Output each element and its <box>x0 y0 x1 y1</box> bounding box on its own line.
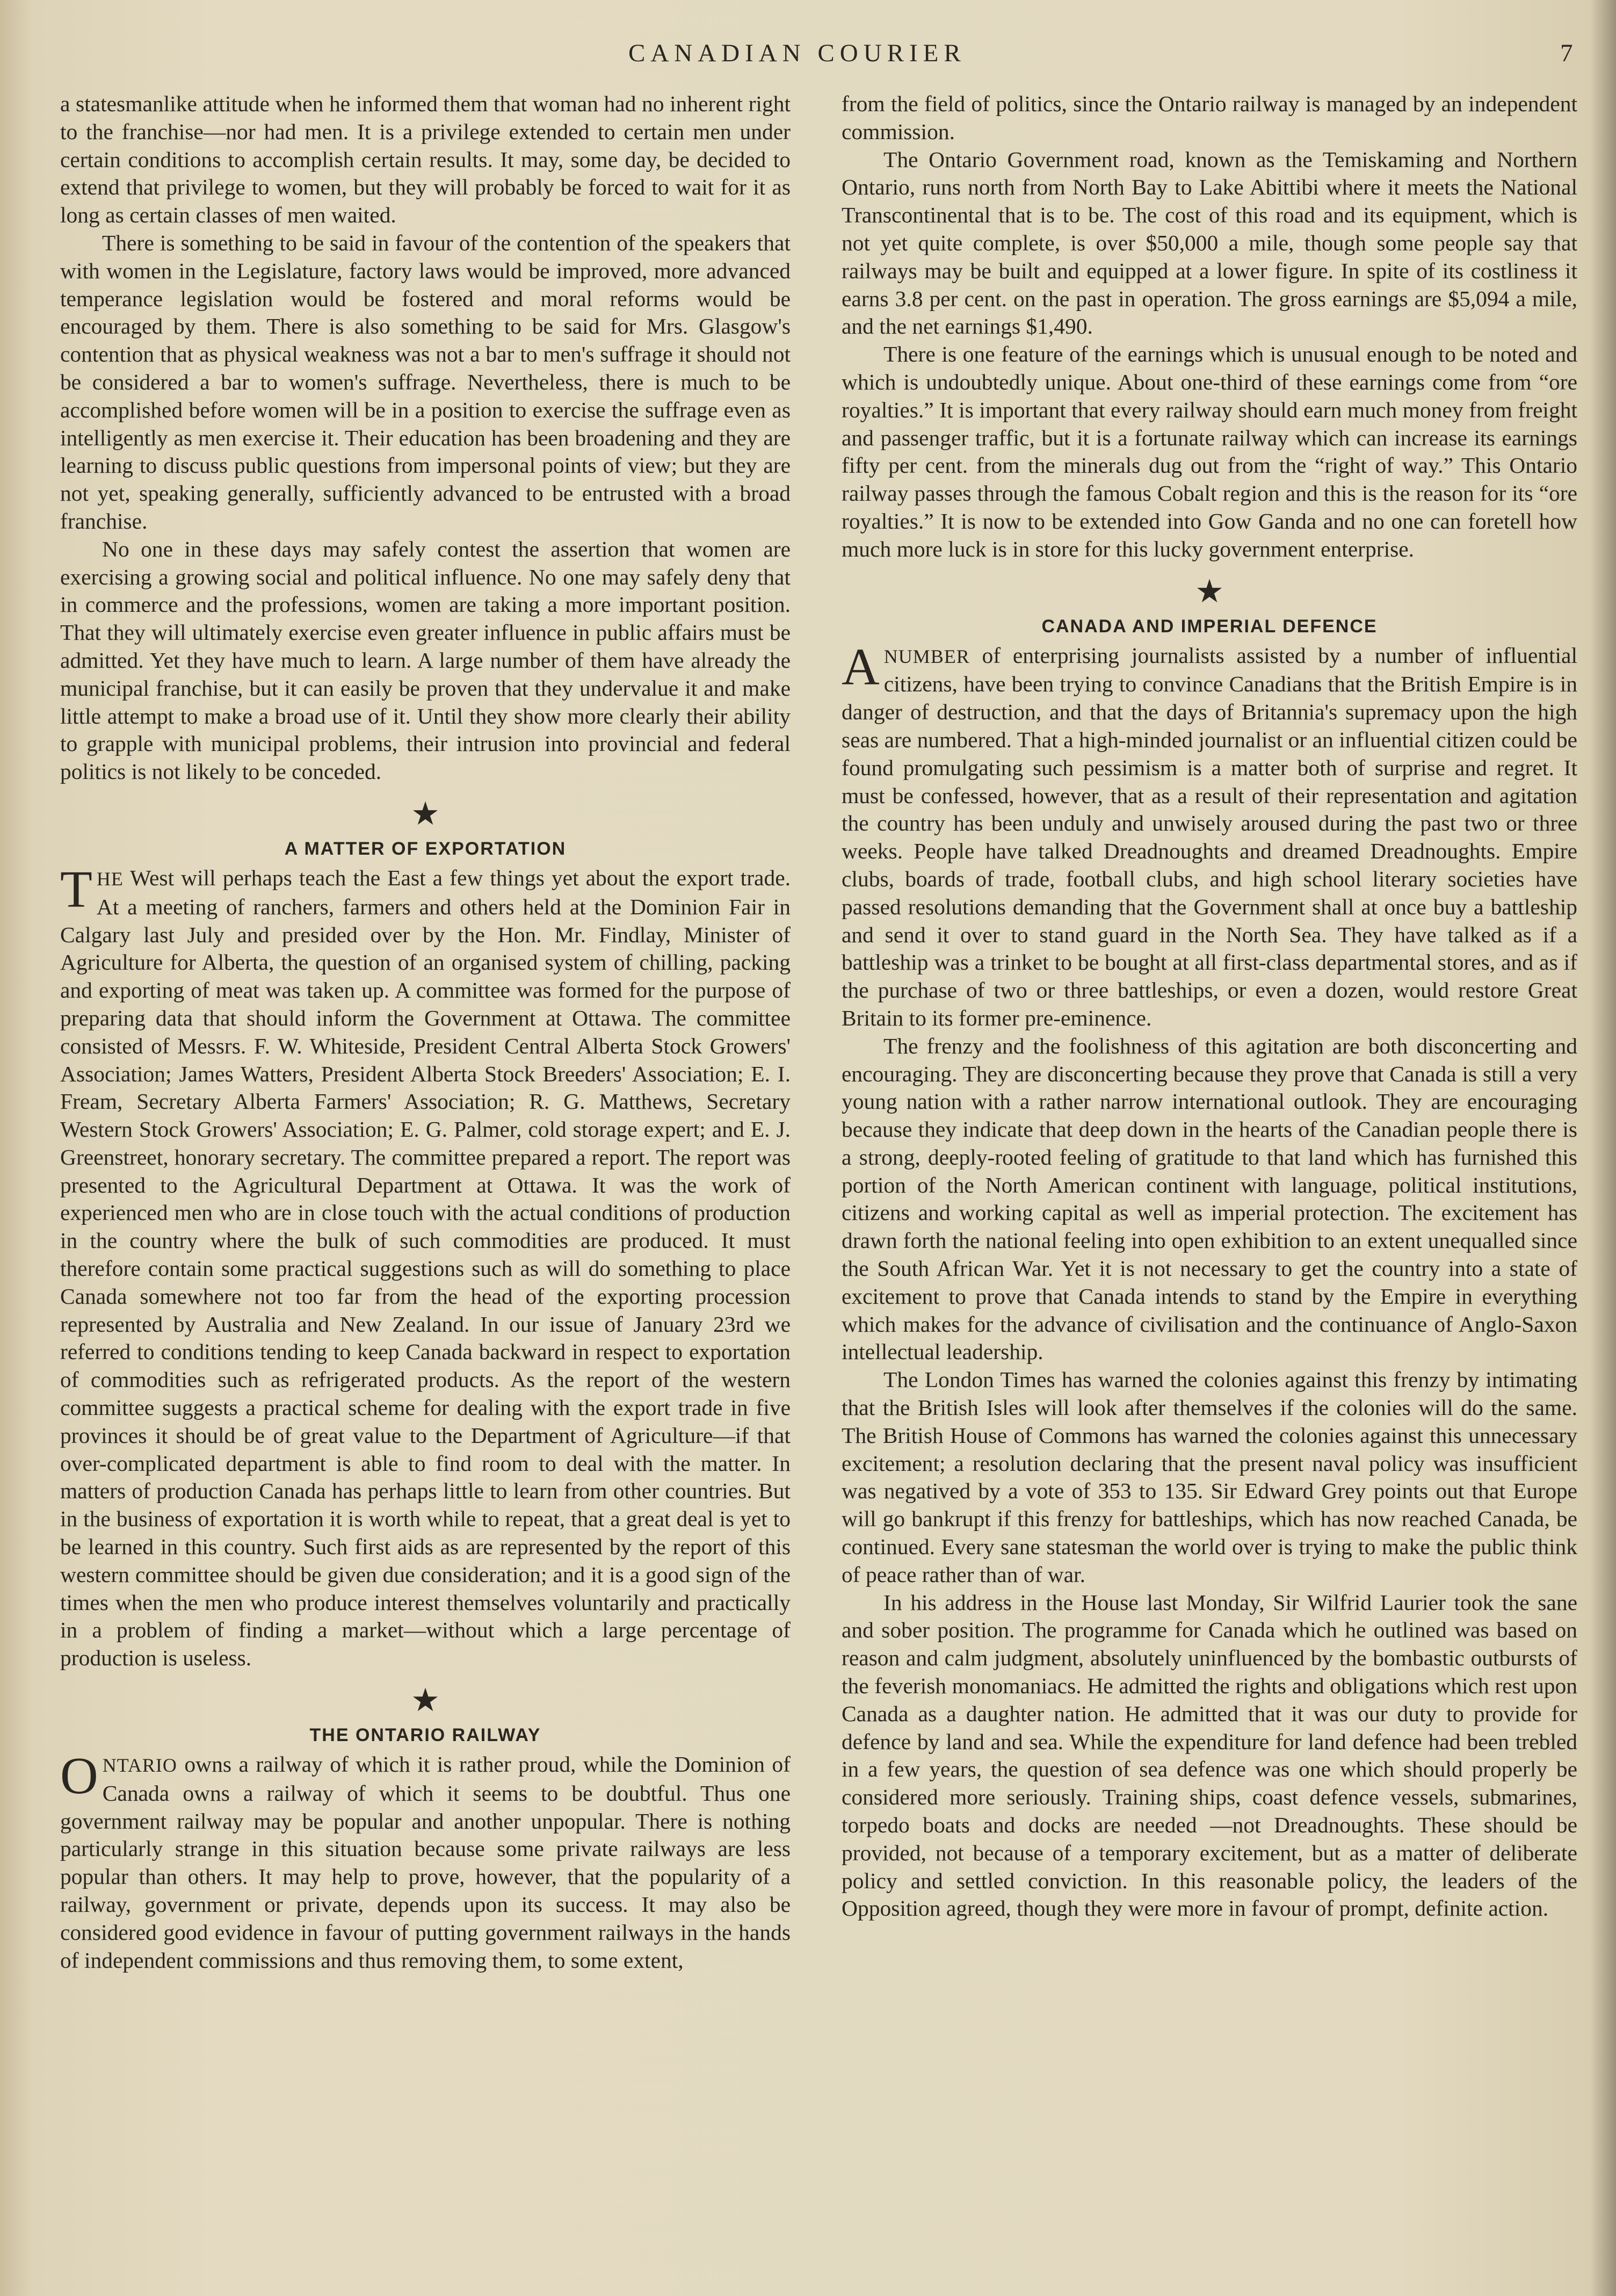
paragraph: of enterprising journalists assisted by a number of influential citizens, have been trying to convince Canadians that the British Empire is in danger of destruction, and that the days of Britannia's supremacy upon the high seas are numbered. That a high-minded journalist or an influential citizen could be found promulgating such pessimism is a matter both of surprise and regret. It must be confessed, however, that as a result of their representation and agitation the country has been unduly and unwisely aroused during the past two or three weeks. People have talked Dreadnoughts and dreamed Dreadnoughts. Empire clubs, boards of trade, football clubs, and high school literary societies have passed resolutions demanding that the Government shall at once buy a battleship and send it over to stand guard in the North Sea. They have talked as if a battleship was a trinket to be bought at all first-class departmental stores, and as if the purchase of two or three battleships, or even a dozen, would restore Great Britain to its former pre-eminence. <box>842 642 1577 1030</box>
running-head: CANADIAN COURIER <box>628 39 966 67</box>
paragraph: The London Times has warned the colonies against this frenzy by intimating that the British Isles will look after themselves if the colonies will do the same. The British House of Commons has warned the colonies against this unnecessary excitement; a resolution declaring that the present naval policy was insufficient was negatived by a vote of 353 to 135. Sir Edward Grey points out that Europe will go bankrupt if this frenzy for battleships, which has now reached Canada, be continued. Every sane statesman the world over is trying to make the public think of peace rather than of war. <box>842 1367 1577 1587</box>
paragraph: There is one feature of the earnings which is unusual enough to be noted and which is undoubtedly unique. About one-third of these earnings come from “ore royalties.” It is important that every railway should earn much money from freight and passenger traffic, but it is a fortunate railway which can increase its earnings fifty per cent. from the minerals dug out from the “right of way.” This Ontario railway passes through the famous Cobalt region and this is the reason for its “ore royalties.” It is now to be extended into Gow Ganda and no one can foretell how much more luck is in store for this lucky government enterprise. <box>842 342 1577 561</box>
paragraph: West will perhaps teach the East a few things yet about the export trade. At a meeting of ranchers, farmers and others held at the Dominion Fair in Calgary last July and presided over by the Hon. Mr. Findlay, Minister of Agriculture for Alberta, the question of an organised system of chilling, packing and exporting of meat was taken up. A committee was formed for the purpose of preparing data that should inform the Government at Ottawa. The committee consisted of Messrs. F. W. Whiteside, President Central Alberta Stock Growers' Association; James Watters, President Alberta Stock Breeders' Association; E. I. Fream, Secretary Alberta Farmers' Association; R. G. Matthews, Secretary Western Stock Growers' Association; E. G. Palmer, cold storage expert; and E. J. Greenstreet, honorary secretary. The committee prepared a report. The report was presented to the Agricultural Department at Ottawa. It was the work of experienced men who are in close touch with the actual conditions of production in the country where the bulk of such commodities are produced. It must therefore contain some practical suggestions such as will do something to place Canada somewhere not too far from the head of the exporting procession represented by Australia and New Zealand. In our issue of January 23rd we referred to conditions tending to keep Canada backward in respect to exportation of commodities such as refrigerated products. As the report of the western committee suggests a practical scheme for dealing with the export trade in five provinces it should be of great value to the Department of Agriculture—if that over-complicated department is able to find room to deal with the matter. In matters of production Canada has perhaps little to learn from other countries. But in the business of exportation it is worth while to repeat, that a great deal is yet to be learned in this country. Such first aids as are represented by the report of this western committee should be given due consideration; and it is a good sign of the times when the men who produce interest themselves voluntarily and practically in a problem of finding a market—without which a large percentage of production is useless. <box>60 865 791 1671</box>
star-ornament-icon: ★ <box>411 795 440 833</box>
section-body <box>60 1747 791 1974</box>
section-body <box>842 638 1577 1033</box>
right-column <box>842 90 1577 1923</box>
lead-in: HE <box>96 868 124 890</box>
left-column <box>60 90 791 1974</box>
lead-in: NTARIO <box>102 1755 177 1777</box>
drop-cap: A <box>842 638 880 696</box>
paragraph: In his address in the House last Monday, Sir Wilfrid Laurier took the sane and sober position. The programme for Canada which he outlined was based on reason and calm judgment, absolutely uninfluenced by the bombastic outbursts of the feverish monomaniacs. He admitted the rights and obligations which rest upon Canada as a daughter nation. He admitted that it was our duty to provide for defence by land and sea. While the expenditure for land defence had been trebled in a few years, the question of sea defence was one which should properly be considered more seriously. Training ships, coast defence vessels, submarines, torpedo boats and docks are needed —not Dreadnoughts. These should be provided, not because of a temporary excitement, but as a matter of deliberate policy and settled conviction. In this reasonable policy, the leaders of the Opposition agreed, though they were more in favour of prompt, definite action. <box>842 1590 1577 1921</box>
section-heading-exportation: A MATTER OF EXPORTATION <box>284 838 567 859</box>
drop-cap: T <box>60 860 92 919</box>
section-heading-imperial-defence: CANADA AND IMPERIAL DEFENCE <box>1041 616 1378 637</box>
lead-in: NUMBER <box>883 645 970 667</box>
section-body <box>60 860 791 1672</box>
paragraph: The Ontario Government road, known as the Temiskaming and Northern Ontario, runs north from North Bay to Lake Abittibi where it meets the National Transcontinental that is to be. The cost of this road and its equipment, which is not yet quite complete, is over $50,000 a mile, though some people say that railways may be built and equipped at a lower figure. In spite of its costliness it earns 3.8 per cent. on the past in operation. The gross earnings are $5,094 a mile, and the net earnings $1,490. <box>842 147 1577 339</box>
paragraph: a statesmanlike attitude when he informed them that woman had no inherent right to the franchise—nor had men. It is a privilege extended to certain men under certain conditions to accomplish certain results. It may, some day, be decided to extend that privilege to women, but they will probably be forced to wait for it as long as certain classes of men waited. <box>60 91 791 228</box>
drop-cap: O <box>60 1747 98 1806</box>
page-header <box>0 39 1616 71</box>
paragraph: The frenzy and the foolishness of this agitation are both disconcerting and encouraging. They are disconcerting because they prove that Canada is still a very young nation with a rather narrow international outlook. They are encouraging because they indicate that deep down in the hearts of the Canadian people there is a strong, deeply-rooted feeling of gratitude to that land which has furnished this portion of the North American continent with language, political institutions, citizens and working capital as well as imperial protection. The excitement has drawn forth the national feeling into open exhibition to an extent unequalled since the South African War. Yet it is not necessary to get the country into a state of excitement to prove that Canada intends to stand by the Empire in everything which makes for the advance of civilisation and the continuance of Anglo-Saxon intellectual leadership. <box>842 1033 1577 1364</box>
section-heading-ontario-railway: THE ONTARIO RAILWAY <box>309 1725 541 1746</box>
paragraph: from the field of politics, since the Ontario railway is managed by an independent commission. <box>842 91 1577 144</box>
paragraph: owns a railway of which it is rather proud, while the Dominion of Canada owns a railway of which it seems to be doubtful. Thus one government railway may be popular and another unpopular. There is nothing particularly strange in this situation because some private railways are less popular than others. It may help to prove, however, that the popularity of a railway, government or private, depends upon its success. It may also be considered good evidence in favour of putting government railways in the hands of independent commissions and thus removing them, to some extent, <box>60 1752 791 1973</box>
star-ornament-icon: ★ <box>411 1681 440 1720</box>
page-number: 7 <box>1560 39 1573 67</box>
star-ornament-icon: ★ <box>1195 572 1224 610</box>
paragraph: There is something to be said in favour of the contention of the speakers that with women in the Legislature, factory laws would be improved, more advanced temperance legislation would be fostered and moral reforms would be encouraged by them. There is also something to be said for Mrs. Glasgow's contention that as physical weakness was not a bar to men's suffrage it should not be considered a bar to women's suffrage. Nevertheless, there is much to be accomplished before women will be in a position to exercise the suffrage even as intelligently as men exercise it. Their education has been broadening and they are learning to discuss public questions from impersonal points of view; but they are not yet, speaking generally, sufficiently advanced to be entrusted with a broad franchise. <box>60 230 791 533</box>
paragraph: No one in these days may safely contest the assertion that women are exercising a growing social and political influence. No one may safely deny that in commerce and the professions, women are taking a more important position. That they will ultimately exercise even greater influence in public affairs must be admitted. Yet they have much to learn. A large number of them have already the municipal franchise, but it can easily be proven that they undervalue it and make little attempt to make a broad use of it. Until they show more clearly their ability to grapple with municipal problems, their intrusion into provincial and federal politics is not likely to be conceded. <box>60 536 791 784</box>
